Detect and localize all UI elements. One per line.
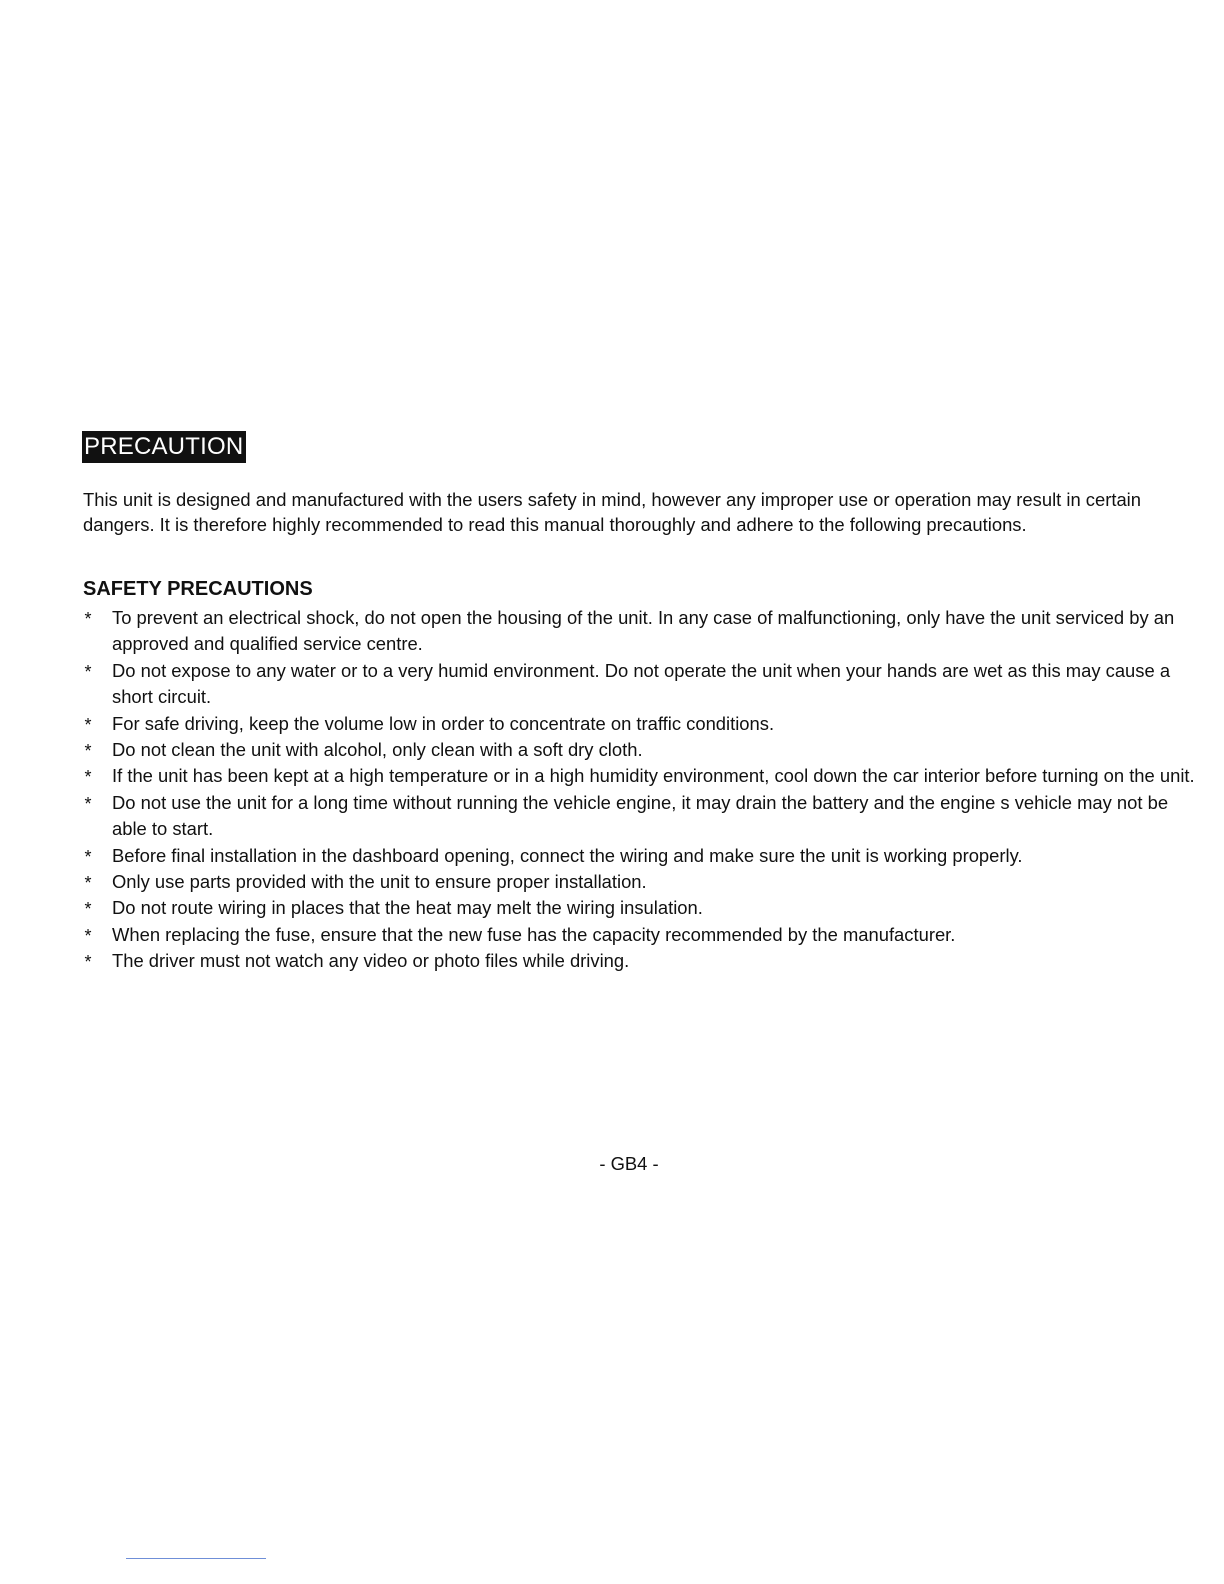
bullet-asterisk-icon: * bbox=[84, 661, 92, 682]
precaution-text: Before final installation in the dashboard opening, connect the wiring and make sure the unit is working properly. bbox=[112, 844, 1023, 866]
bottom-divider bbox=[126, 1558, 266, 1559]
precaution-text: Do not clean the unit with alcohol, only clean with a soft dry cloth. bbox=[112, 739, 643, 761]
precaution-text: When replacing the fuse, ensure that the new fuse has the capacity recommended by the manufacturer. bbox=[112, 923, 956, 945]
precaution-item bbox=[81, 895, 1201, 921]
precaution-item bbox=[81, 843, 1201, 869]
precaution-text: Do not expose to any water or to a very humid environment. Do not operate the unit when your hands are wet as this may cause a short circuit. bbox=[112, 659, 1171, 708]
precaution-item bbox=[81, 737, 1201, 763]
bullet-asterisk-icon: * bbox=[84, 741, 92, 762]
bullet-asterisk-icon: * bbox=[84, 873, 92, 894]
bullet-asterisk-icon: * bbox=[84, 714, 92, 735]
precaution-text: Only use parts provided with the unit to ensure proper installation. bbox=[112, 871, 647, 893]
precaution-text: If the unit has been kept at a high temperature or in a high humidity environment, cool down the car interior before turning on the unit. bbox=[112, 765, 1195, 787]
bullet-asterisk-icon: * bbox=[84, 925, 92, 946]
precaution-item bbox=[81, 790, 1201, 843]
precaution-text: Do not route wiring in places that the heat may melt the wiring insulation. bbox=[112, 897, 703, 919]
safety-precautions-heading: SAFETY PRECAUTIONS bbox=[83, 578, 313, 600]
precaution-item bbox=[81, 763, 1201, 789]
precaution-text: To prevent an electrical shock, do not open the housing of the unit. In any case of malfunctioning, only have the unit serviced by an approved and qualified service centre. bbox=[112, 607, 1175, 655]
precaution-item bbox=[81, 869, 1201, 895]
intro-paragraph: This unit is designed and manufactured with the users safety in mind, however any improper use or operation may result in certain dangers. It is therefore highly recommended to read this manual thoroughly and adhere to the following precautions. bbox=[83, 489, 1142, 535]
bullet-asterisk-icon: * bbox=[84, 952, 92, 973]
precaution-item bbox=[81, 658, 1201, 711]
precaution-text: The driver must not watch any video or photo files while driving. bbox=[112, 950, 630, 972]
bullet-asterisk-icon: * bbox=[84, 846, 92, 867]
bullet-asterisk-icon: * bbox=[84, 899, 92, 920]
precaution-item bbox=[81, 948, 1201, 974]
bullet-asterisk-icon: * bbox=[84, 609, 92, 629]
precaution-text: For safe driving, keep the volume low in order to concentrate on traffic conditions. bbox=[112, 712, 775, 734]
precaution-item bbox=[81, 711, 1201, 737]
precaution-item bbox=[81, 922, 1201, 948]
bullet-asterisk-icon: * bbox=[84, 767, 92, 788]
bullet-asterisk-icon: * bbox=[84, 793, 92, 814]
safety-precautions-list bbox=[81, 605, 1201, 975]
precaution-text: Do not use the unit for a long time without running the vehicle engine, it may drain the battery and the engine s vehicle may not be able to start. bbox=[112, 791, 1169, 840]
section-label-precaution: PRECAUTION bbox=[82, 431, 246, 463]
page-number: - GB4 - bbox=[599, 1153, 659, 1174]
precaution-item bbox=[81, 605, 1201, 658]
